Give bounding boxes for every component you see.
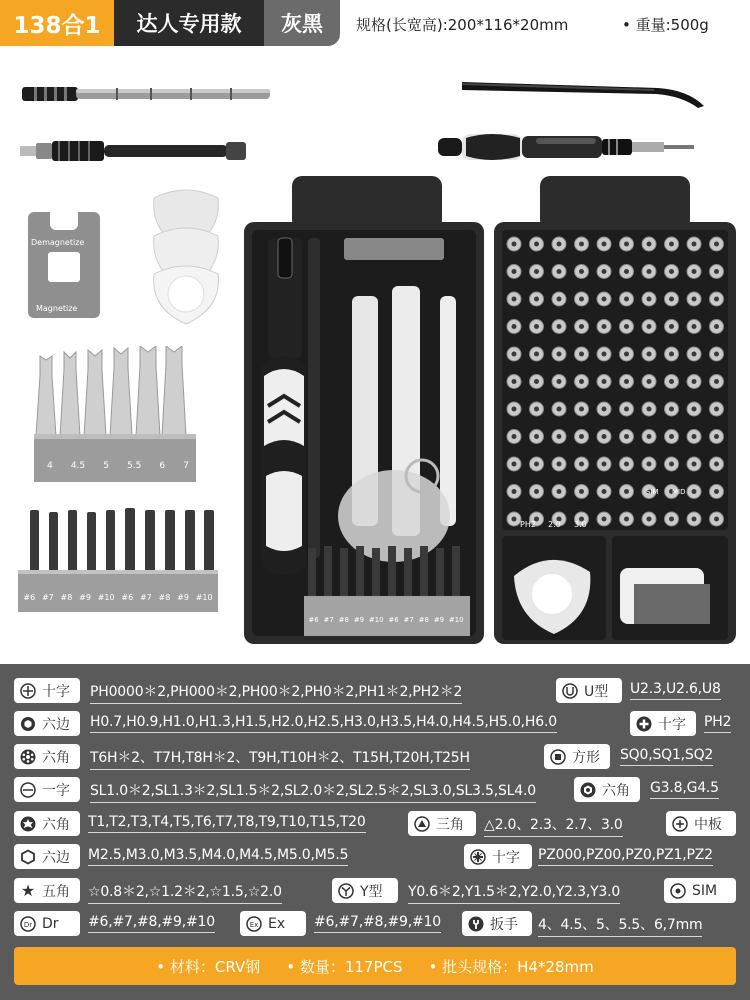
bit-tip-center	[512, 352, 517, 357]
spec-values: SQ0,SQ1,SQ2	[620, 747, 714, 763]
bit-tip-center	[669, 462, 674, 467]
bit-tip-center	[714, 462, 719, 467]
summary-bar	[14, 947, 736, 985]
spec-type-label: 六角	[42, 749, 70, 766]
weight-spec: • 重量:500g	[622, 16, 709, 34]
extractor-label: #7	[139, 593, 152, 602]
bit-tip-center	[512, 489, 517, 494]
bit-tip-center	[512, 242, 517, 247]
bit-tip-center	[534, 489, 539, 494]
spec-values: PH2	[704, 714, 732, 730]
dr-icon-text: Dr	[23, 920, 33, 929]
hex-outline-icon	[19, 848, 37, 866]
bit-tip-center	[714, 297, 719, 302]
bit-tip-center	[512, 297, 517, 302]
spec-values: #6,#7,#8,#9,#10	[88, 914, 215, 930]
bit-tip-center	[692, 462, 697, 467]
bit-tip-center	[669, 517, 674, 522]
spec-row	[0, 876, 750, 905]
bit-tip-center	[534, 324, 539, 329]
spec-type-label: 五角	[42, 883, 70, 900]
bit-tip-center	[714, 379, 719, 384]
bit-tip-center	[602, 434, 607, 439]
tool-case-right	[494, 176, 736, 646]
bit-tip-center	[714, 434, 719, 439]
wrench-size: 7	[183, 461, 189, 471]
bit-tip-center	[534, 352, 539, 357]
bit-tip-center	[512, 517, 517, 522]
spec-type-pill	[14, 744, 80, 769]
extractor-label: #6	[121, 593, 134, 602]
bit-tip-center	[624, 489, 629, 494]
spec-type-pill	[664, 878, 736, 903]
bit-tip-center	[534, 269, 539, 274]
bit-tip-center	[647, 434, 652, 439]
wrench-icon	[467, 915, 485, 933]
bit-tip-center	[714, 269, 719, 274]
spec-type-pill	[240, 911, 306, 936]
bit-tip-center	[714, 352, 719, 357]
flexible-shaft	[18, 136, 248, 166]
bit-tip-center	[557, 434, 562, 439]
bit-tip-center	[714, 407, 719, 412]
spec-values: 4、4.5、5、5.5、6,7mm	[538, 914, 702, 934]
bit-tip-center	[624, 242, 629, 247]
bit-tip-center	[557, 379, 562, 384]
bit-tip-center	[647, 324, 652, 329]
bit-tip-center	[624, 324, 629, 329]
bit-tip-center	[692, 324, 697, 329]
spec-values: PH0000＊2,PH000＊2,PH00＊2,PH0＊2,PH1＊2,PH2＊2	[90, 681, 462, 701]
spec-row	[0, 676, 750, 705]
spec-type-pill	[408, 811, 476, 836]
product-photo	[0, 56, 750, 656]
spec-values: ☆0.8＊2,☆1.2＊2,☆1.5,☆2.0	[88, 881, 282, 901]
bit-tip-center	[602, 407, 607, 412]
bit-tip-center	[602, 352, 607, 357]
bit-tip-center	[579, 407, 584, 412]
bit-tip-center	[602, 379, 607, 384]
color-badge: 灰黑	[264, 0, 340, 46]
demagnetizer	[28, 212, 100, 318]
tray-label: #9	[433, 616, 445, 624]
bit-tip-center	[557, 352, 562, 357]
spec-type-label: 十字	[658, 716, 686, 733]
bit-tip-center	[714, 242, 719, 247]
bit-tip-center	[624, 297, 629, 302]
spec-type-label: 方形	[572, 749, 600, 766]
spec-type-pill	[464, 844, 532, 869]
star-icon: ★	[20, 881, 36, 900]
bit-tip-center	[512, 407, 517, 412]
tray-label: #7	[323, 616, 334, 624]
spec-type-label: U型	[584, 683, 609, 700]
bit-tip-center	[692, 407, 697, 412]
quantity-info: • 数量：117PCS	[286, 957, 403, 976]
mid-bit-label: MID	[672, 488, 686, 496]
spec-values: H0.7,H0.9,H1.0,H1.3,H1.5,H2.0,H2.5,H3.0,H3.5,H4.0,H4.5,H5.0,H6.0	[90, 714, 557, 730]
extractor-label: #8	[60, 593, 73, 602]
bit-tip-center	[692, 297, 697, 302]
bit-tip-center	[602, 297, 607, 302]
bit-tip-center	[692, 434, 697, 439]
spec-type-label: 六边	[42, 849, 70, 866]
bit-tip-center	[624, 269, 629, 274]
spec-values: △2.0、2.3、2.7、3.0	[484, 814, 623, 834]
bit-tip-center	[512, 379, 517, 384]
tray-label: #7	[403, 616, 414, 624]
spec-values: U2.3,U2.6,U8	[630, 681, 721, 697]
dimension-spec: 规格(长宽高):200*116*20mm	[356, 16, 569, 34]
ex-icon-text: Ex	[249, 920, 259, 929]
spec-values: SL1.0＊2,SL1.3＊2,SL1.5＊2,SL2.0＊2,SL2.5＊2,SL3.0,SL3.5,SL4.0	[90, 780, 536, 800]
spec-type-pill	[14, 711, 80, 736]
bit-tip-center	[579, 269, 584, 274]
bit-tip-center	[692, 242, 697, 247]
piece-count-badge: 138合1	[0, 0, 114, 46]
spec-row	[0, 909, 750, 938]
bit-tip-center	[669, 297, 674, 302]
bit-tip-center	[669, 269, 674, 274]
bit-tip-center	[602, 489, 607, 494]
bit-tip-center	[602, 462, 607, 467]
bit-tip-center	[692, 269, 697, 274]
bit-tip-center	[647, 297, 652, 302]
bit-tip-center	[557, 242, 562, 247]
spec-type-pill	[14, 811, 80, 836]
triangle-icon	[413, 815, 431, 833]
bit-tip-center	[624, 407, 629, 412]
extractor-label: #10	[195, 593, 213, 602]
wrench-size: 4	[47, 461, 53, 471]
bit-tip-center	[579, 324, 584, 329]
bit-label: 3.0	[574, 520, 587, 529]
torx-icon	[19, 815, 37, 833]
torx-hole-icon	[19, 748, 37, 766]
spec-type-pill	[630, 711, 696, 736]
sim-icon	[669, 882, 687, 900]
edition-badge: 达人专用款	[114, 0, 264, 46]
gear-hex-icon	[579, 781, 597, 799]
bit-tip-center	[557, 324, 562, 329]
bit-tip-center	[692, 379, 697, 384]
spec-type-label: 十字	[492, 849, 520, 866]
bit-tip-center	[714, 324, 719, 329]
spec-type-pill	[544, 744, 610, 769]
bit-tip-center	[647, 352, 652, 357]
extractor-label: #8	[158, 593, 171, 602]
bit-tip-center	[557, 407, 562, 412]
bit-tip-center	[579, 352, 584, 357]
tray-label: #8	[338, 616, 349, 624]
spec-type-pill	[556, 678, 622, 703]
bit-tip-center	[624, 434, 629, 439]
spec-values: M2.5,M3.0,M3.5,M4.0,M4.5,M5.0,M5.5	[88, 847, 349, 863]
bit-tip-center	[579, 462, 584, 467]
bit-tip-center	[669, 379, 674, 384]
spec-type-pill	[574, 777, 640, 802]
bit-label: 2.0	[548, 520, 561, 529]
spec-type-label: Dr	[42, 915, 59, 932]
wrench-size: 5.5	[127, 461, 142, 471]
precision-screwdriver	[436, 128, 698, 168]
spec-type-label: Y型	[360, 883, 383, 900]
spec-type-label: 中板	[694, 816, 722, 833]
bit-tip-center	[624, 462, 629, 467]
bit-tip-center	[647, 407, 652, 412]
spec-type-label: 三角	[436, 816, 464, 833]
small-tray-labels	[306, 616, 466, 630]
wrench-size: 5	[103, 461, 109, 471]
tweezers	[458, 74, 718, 114]
extractor-label: #10	[97, 593, 115, 602]
ex-icon	[245, 915, 263, 933]
bit-tip-center	[557, 297, 562, 302]
bit-tip-center	[602, 324, 607, 329]
spec-values: T6H＊2、T7H,T8H＊2、T9H,T10H＊2、T15H,T20H,T25H	[90, 747, 470, 767]
dr-icon	[19, 915, 37, 933]
bit-tip-center	[512, 462, 517, 467]
bit-tip-center	[579, 489, 584, 494]
hex-solid-icon	[19, 715, 37, 733]
spec-type-label: 六边	[42, 716, 70, 733]
bit-tip-center	[714, 489, 719, 494]
ph2-bit-label: PH2	[520, 520, 536, 529]
extractor-label: #6	[23, 593, 36, 602]
wrench-size: 6	[159, 461, 166, 471]
extractor-label: #9	[177, 593, 189, 602]
spec-type-label: 扳手	[490, 916, 518, 933]
spec-type-pill	[462, 911, 532, 936]
minus-circle-icon	[19, 781, 37, 799]
spec-row	[0, 775, 750, 804]
tray-label: #10	[368, 616, 384, 624]
bit-tip-center	[624, 352, 629, 357]
tray-label: #10	[448, 616, 464, 624]
tray-label: #6	[388, 616, 399, 624]
spec-type-label: 一字	[42, 782, 70, 799]
spec-type-pill	[332, 878, 398, 903]
tray-label: #6	[308, 616, 319, 624]
bit-tip-center	[579, 242, 584, 247]
bit-tip-center	[557, 462, 562, 467]
extractor-label: #9	[79, 593, 91, 602]
tray-label: #9	[353, 616, 365, 624]
plus-circle-icon	[19, 682, 37, 700]
bit-tip-center	[647, 517, 652, 522]
bit-tip-center	[669, 242, 674, 247]
spec-row	[0, 742, 750, 771]
bit-tip-center	[512, 269, 517, 274]
bit-tip-center	[669, 352, 674, 357]
bit-tip-center	[579, 434, 584, 439]
bit-tip-center	[624, 517, 629, 522]
spec-type-label: Ex	[268, 915, 286, 932]
bit-tip-center	[647, 379, 652, 384]
bit-tip-center	[579, 297, 584, 302]
bit-tip-center	[669, 324, 674, 329]
cross-star-icon	[469, 848, 487, 866]
bit-tip-center	[714, 517, 719, 522]
spec-values: PZ000,PZ00,PZ0,PZ1,PZ2	[538, 847, 713, 863]
spec-type-label: 六角	[602, 782, 630, 799]
spec-type-pill	[14, 878, 80, 903]
bit-tip-center	[557, 489, 562, 494]
spec-type-pill	[14, 844, 80, 869]
opening-picks	[146, 186, 226, 326]
bit-tip-center	[692, 517, 697, 522]
magnetize-label: Magnetize	[36, 304, 78, 313]
spec-values: Y0.6＊2,Y1.5＊2,Y2.0,Y2.3,Y3.0	[408, 881, 620, 901]
bit-tip-center	[534, 242, 539, 247]
bit-tip-center	[692, 489, 697, 494]
spec-row	[0, 709, 750, 738]
bit-tip-center	[602, 517, 607, 522]
extension-bar	[20, 82, 272, 106]
demagnetize-label: Demagnetize	[31, 238, 85, 247]
spec-values: G3.8,G4.5	[650, 780, 719, 796]
y-circle-icon	[337, 882, 355, 900]
spec-row	[0, 809, 750, 838]
bit-tip-center	[512, 434, 517, 439]
bit-spec-info: • 批头规格：H4*28mm	[428, 957, 594, 976]
spec-type-pill	[666, 811, 736, 836]
spec-values: T1,T2,T3,T4,T5,T6,T7,T8,T9,T10,T15,T20	[88, 814, 366, 830]
bit-tip-center	[647, 269, 652, 274]
square-icon	[549, 748, 567, 766]
plus-solid-icon	[635, 715, 653, 733]
spec-type-label: 六角	[42, 816, 70, 833]
bit-tip-center	[602, 269, 607, 274]
bit-tip-center	[534, 407, 539, 412]
bit-tip-center	[624, 379, 629, 384]
bit-tip-center	[647, 242, 652, 247]
wrench-size: 4.5	[70, 461, 86, 471]
bit-tip-center	[669, 434, 674, 439]
spec-type-pill	[14, 777, 80, 802]
bit-tip-center	[647, 462, 652, 467]
header	[0, 0, 750, 50]
tool-case-left	[244, 176, 484, 646]
bit-tip-center	[534, 297, 539, 302]
u-circle-icon	[561, 682, 579, 700]
spec-type-label: 十字	[42, 683, 70, 700]
bit-tip-center	[534, 434, 539, 439]
spec-type-pill	[14, 678, 80, 703]
midplate-icon	[671, 815, 689, 833]
material-info: • 材料：CRV钢	[156, 957, 261, 976]
bit-tip-center	[512, 324, 517, 329]
spec-row	[0, 842, 750, 871]
tray-label: #8	[418, 616, 429, 624]
extractor-label: #7	[41, 593, 54, 602]
bit-tip-center	[692, 352, 697, 357]
bit-tip-center	[602, 242, 607, 247]
bit-tip-center	[579, 379, 584, 384]
extractor-labels	[20, 593, 216, 607]
bit-tip-center	[669, 407, 674, 412]
bit-tip-center	[534, 379, 539, 384]
spec-type-pill	[14, 911, 80, 936]
sim-bit-label: SIM	[646, 488, 659, 496]
wrench-size-labels	[38, 461, 198, 481]
bit-tip-center	[534, 462, 539, 467]
spec-values: #6,#7,#8,#9,#10	[314, 914, 441, 930]
bit-tip-center	[557, 269, 562, 274]
spec-type-label: SIM	[692, 882, 718, 899]
